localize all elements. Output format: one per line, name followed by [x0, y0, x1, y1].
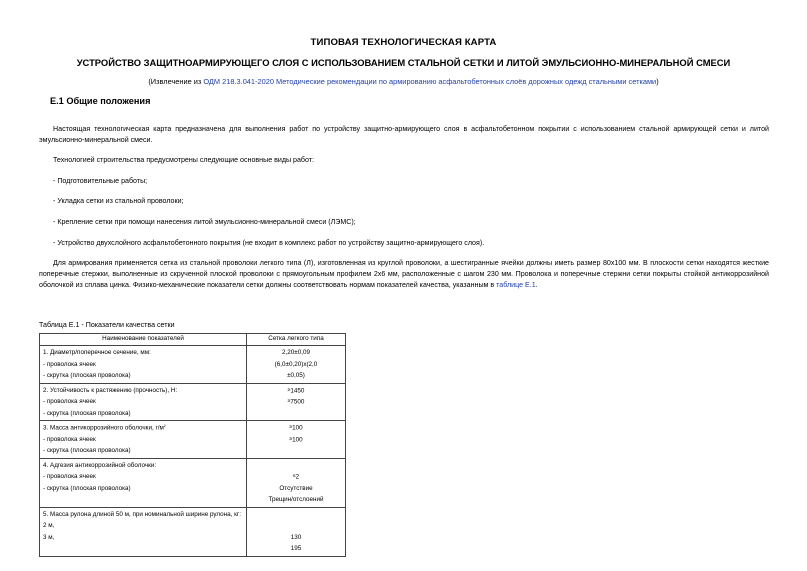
indicator-line: 1. Диаметр/поперечное сечение, мм: — [43, 349, 151, 356]
list-item: - Крепление сетки при помощи нанесения литой эмульсионно-минеральной смеси (ЛЭМС); — [53, 218, 356, 226]
value-line — [250, 471, 342, 483]
list-item: - Подготовительные работы; — [53, 177, 148, 185]
value-line: Трещин/отслоений — [268, 496, 324, 503]
value-line — [250, 396, 342, 408]
value-text: 2 — [295, 473, 300, 481]
paragraph-reinforcement-end: . — [535, 281, 538, 289]
table-caption: Таблица Е.1 - Показатели качества сетки — [39, 321, 175, 329]
indicator-cell — [40, 346, 247, 384]
indicator-line: - скрутка (плоская проволока) — [43, 372, 131, 379]
value-text: 100 — [292, 424, 303, 432]
value-line — [250, 385, 342, 397]
value-line — [250, 509, 342, 521]
table-header-row — [40, 334, 346, 346]
value-cell — [247, 421, 346, 459]
value-line — [250, 422, 342, 434]
value-line: 130 — [290, 533, 302, 541]
indicator-line: - проволока ячеек — [43, 435, 96, 443]
column-header-mesh: Сетка легкого типа — [247, 334, 346, 346]
paragraph-works-intro: Технологией строительства предусмотрены следующие основные виды работ: — [53, 156, 315, 164]
indicator-line: 2. Устойчивость к растяжению (прочность), Н: — [43, 386, 178, 394]
greater-equal-icon: ≥ — [287, 398, 291, 404]
value-cell — [247, 383, 346, 421]
indicator-line: 5. Масса рулона длиной 50 м, при номинальной ширине рулона, кг: — [43, 510, 241, 518]
value-line — [250, 520, 342, 532]
value-text: 1450 — [290, 386, 305, 394]
table-row — [40, 458, 346, 507]
value-text: 7500 — [290, 398, 305, 406]
document-title: ТИПОВАЯ ТЕХНОЛОГИЧЕСКАЯ КАРТА — [310, 37, 497, 48]
extract-suffix: ) — [656, 77, 659, 86]
indicator-line: - проволока ячеек — [43, 360, 96, 368]
extract-note — [0, 77, 807, 86]
indicator-cell — [40, 507, 247, 556]
greater-equal-icon: ≥ — [287, 386, 291, 393]
greater-equal-icon: ≥ — [289, 424, 293, 430]
indicator-line: - скрутка (плоская проволока) — [43, 447, 131, 454]
value-cell — [247, 346, 346, 384]
indicator-line: - проволока ячеек — [43, 398, 96, 405]
value-line: (6,0±0,20)х(2,0 — [274, 360, 318, 368]
table-row — [40, 507, 346, 556]
greater-equal-icon: ≥ — [289, 435, 293, 442]
value-line — [250, 434, 342, 446]
document-subtitle: УСТРОЙСТВО ЗАЩИТНОАРМИРУЮЩЕГО СЛОЯ С ИСПОЛЬЗОВАНИЕМ СТАЛЬНОЙ СЕТКИ И ЛИТОЙ ЭМУЛЬСИОННО-МИНЕРАЛЬНОЙ СМЕСИ — [76, 57, 731, 68]
value-line — [250, 408, 342, 420]
value-line: 195 — [290, 545, 302, 552]
less-equal-icon: ≤ — [292, 473, 296, 479]
indicator-cell — [40, 458, 247, 507]
indicator-line: - скрутка (плоская проволока) — [43, 484, 131, 492]
table-row — [40, 383, 346, 421]
list-item: - Устройство двухслойного асфальтобетонного покрытия (не входит в комплекс работ по устройству защитно-армирующего слоя). — [53, 239, 485, 247]
list-item: - Укладка сетки из стальной проволоки; — [53, 197, 184, 205]
superscript-2-icon: ² — [163, 424, 166, 430]
extract-prefix: (Извлечение из — [148, 77, 204, 86]
paragraph-reinforcement-text: Для армирования применяется сетка из стальной проволоки легкого типа (Л), изготовленная из круглой проволоки, а шестигранные ячейки должны иметь размер 80х100 мм. В плоскости сетки находятся жесткие поперечные стержки, выполненные из скрученной плоской проволоки с прямоугольным профилем 2х6 мм, расположенные с шагом 230 мм. Проволока и поперечные стержни сетки покрыты стойкой антикоррозийной оболочкой из сплава цинка. Физико-механические показатели сетки должны соответствовать нормам показателей качества, указанным в — [39, 259, 769, 289]
value-text: 100 — [292, 435, 303, 443]
indicator-line — [43, 422, 243, 434]
quality-table — [39, 333, 346, 557]
value-cell — [247, 507, 346, 556]
indicator-line: - проволока ячеек — [43, 473, 96, 480]
indicator-cell — [40, 383, 247, 421]
value-line: ±0,05) — [287, 372, 305, 379]
value-line — [250, 460, 342, 472]
table-e1-link[interactable]: таблице Е.1 — [496, 281, 536, 289]
value-line: Отсутствие — [279, 484, 313, 492]
paragraph-reinforcement — [39, 258, 769, 291]
indicator-cell — [40, 421, 247, 459]
table-row — [40, 421, 346, 459]
column-header-indicator: Наименование показателей — [40, 334, 247, 346]
value-cell — [247, 458, 346, 507]
indicator-line: - скрутка (плоская проволока) — [43, 409, 131, 417]
paragraph-intro: Настоящая технологическая карта предназначена для выполнения работ по устройству защитно-армирующего слоя в асфальтобетонном покрытии с использованием стальной армирующей сетки и литой эмульсионно-минеральной смеси. — [39, 125, 769, 144]
source-document-link[interactable]: ОДМ 218.3.041-2020 Методические рекомендации по армированию асфальтобетонных слоёв дорожных одежд стальными сетками — [203, 77, 657, 86]
indicator-line: 2 м, — [43, 522, 55, 529]
table-row — [40, 346, 346, 384]
section-heading: Е.1 Общие положения — [50, 96, 151, 106]
indicator-line: 3 м, — [43, 533, 55, 541]
value-line: 2,20±0,09 — [282, 349, 310, 356]
value-line — [250, 445, 342, 457]
indicator-text: 3. Масса антикоррозийного оболочки, г/м — [43, 424, 164, 432]
indicator-line: 4. Адгезия антикоррозийной оболочки: — [43, 461, 157, 469]
